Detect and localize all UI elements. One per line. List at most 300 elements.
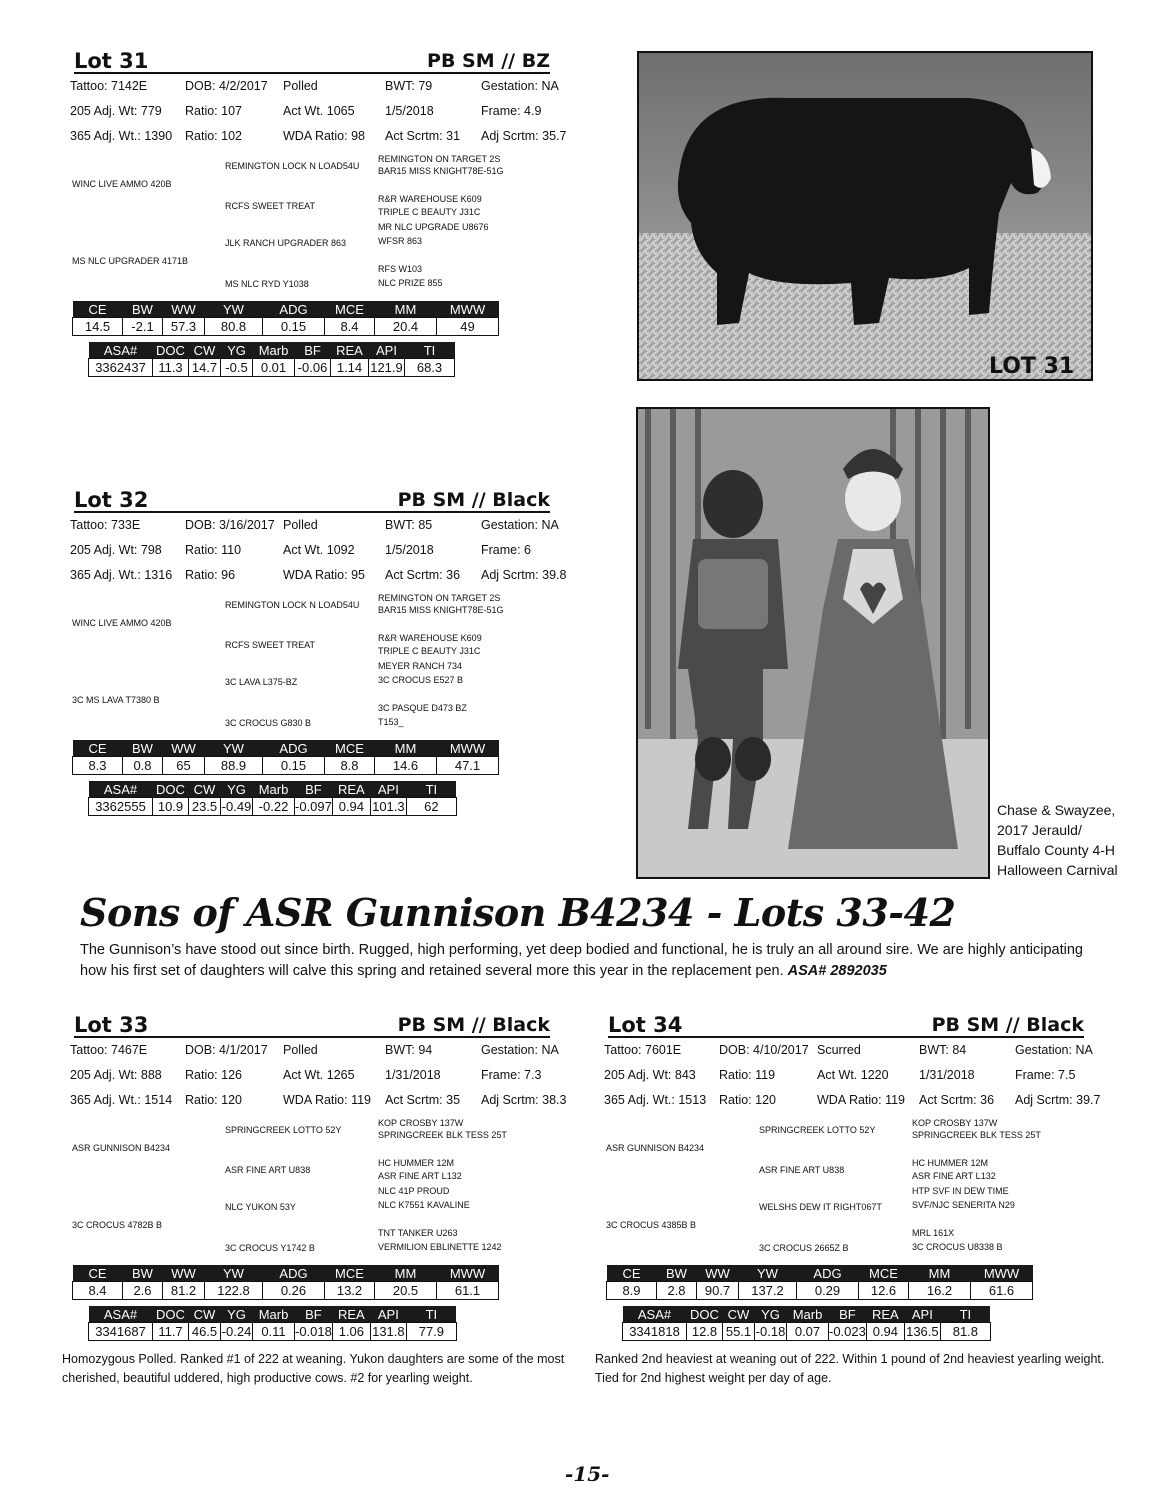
- epd-value: 8.4: [325, 318, 375, 336]
- epd-header: BF: [295, 342, 331, 359]
- epd-value: -2.1: [123, 318, 163, 336]
- stat-value: Ratio: 107: [185, 104, 242, 118]
- epd-header: BF: [295, 781, 333, 798]
- epd-value: 131.8: [372, 1324, 405, 1339]
- section-intro: [80, 940, 1100, 982]
- stat-value: Ratio: 120: [719, 1093, 776, 1107]
- epd-header: BW: [123, 301, 163, 318]
- epd-value: 61.6: [971, 1282, 1033, 1300]
- epd-header: API: [370, 1306, 406, 1323]
- stat-value: WDA Ratio: 98: [283, 129, 365, 143]
- pedigree-grandparent: 3C CROCUS G830 B: [225, 718, 312, 728]
- epd-header: TI: [405, 342, 455, 359]
- caption-line-1: Chase & Swayzee,: [997, 802, 1116, 818]
- epd-value: 20.4: [375, 318, 437, 336]
- epd-header: YW: [739, 1265, 797, 1282]
- epd-value: 13.2: [325, 1282, 375, 1300]
- stat-value: DOB: 3/16/2017: [185, 518, 275, 532]
- pedigree-grandparent: ASR FINE ART U838: [225, 1165, 311, 1175]
- stat-value: Polled: [283, 518, 318, 532]
- lot-34-note: Ranked 2nd heaviest at weaning out of 222. Within 1 pound of 2nd heaviest yearling weight. Tied for 2nd highest weight per day of age.: [595, 1352, 1105, 1385]
- epd-value: 2.8: [657, 1282, 697, 1300]
- epd-table-2: [88, 342, 455, 377]
- epd-header: BF: [295, 1306, 333, 1323]
- epd-table-2: [622, 1306, 991, 1341]
- pedigree: [70, 1113, 570, 1269]
- epd-header: TI: [406, 781, 456, 798]
- epd-header: BF: [829, 1306, 867, 1323]
- stat-value: Act Scrtm: 31: [385, 129, 461, 143]
- stat-value: 205 Adj. Wt: 843: [604, 1068, 696, 1082]
- stat-row: [70, 74, 570, 99]
- stat-value: Gestation: NA: [481, 518, 559, 532]
- epd-value: 0.94: [866, 1323, 904, 1341]
- epd-value: 101.3: [372, 799, 405, 814]
- epd-value: 0.8: [123, 757, 163, 775]
- stat-row: [70, 538, 570, 563]
- pedigree-great-grandparent: 3C CROCUS E527 B: [378, 675, 464, 685]
- epd-header: MWW: [437, 740, 499, 757]
- epd-header: MM: [909, 1265, 971, 1282]
- lot-32-block: [70, 487, 570, 814]
- stat-row: [70, 124, 570, 149]
- epd-value: 8.9: [607, 1282, 657, 1300]
- epd-value: -0.49: [221, 799, 252, 814]
- pedigree-great-grandparent: SPRINGCREEK BLK TESS 25T: [912, 1130, 1041, 1140]
- stat-value: Act Wt. 1092: [283, 543, 355, 557]
- epd-value: 0.11: [253, 1323, 295, 1341]
- epd-value: -0.023: [829, 1324, 866, 1339]
- epd-value: 46.5: [189, 1323, 221, 1341]
- pedigree-great-grandparent: R&R WAREHOUSE K609: [378, 194, 482, 204]
- epd-table-1: [72, 1265, 499, 1300]
- stat-value: DOB: 4/1/2017: [185, 1043, 268, 1057]
- stat-value: Frame: 6: [481, 543, 532, 557]
- pedigree-great-grandparent: BAR15 MISS KNIGHT78E-51G: [378, 166, 504, 176]
- stat-value: Adj Scrtm: 39.8: [481, 568, 567, 582]
- epd-header: DOC: [153, 342, 189, 359]
- epd-value: 20.5: [375, 1282, 437, 1300]
- epd-header: ASA#: [623, 1306, 687, 1323]
- stat-value: Ratio: 126: [185, 1068, 242, 1082]
- epd-value: 8.4: [73, 1282, 123, 1300]
- stat-value: 1/31/2018: [385, 1068, 441, 1082]
- epd-header: Marb: [253, 1306, 295, 1323]
- epd-value: 3362555: [89, 798, 153, 816]
- stat-value: BWT: 84: [919, 1043, 967, 1057]
- epd-header: MCE: [325, 301, 375, 318]
- epd-header: WW: [163, 301, 205, 318]
- epd-header: CE: [73, 301, 123, 318]
- epd-header: CE: [73, 740, 123, 757]
- epd-header: BW: [657, 1265, 697, 1282]
- pedigree-great-grandparent: KOP CROSBY 137W: [912, 1118, 998, 1128]
- pedigree-grandparent: MS NLC RYD Y1038: [225, 279, 309, 289]
- epd-header: DOC: [153, 781, 189, 798]
- epd-value: 49: [437, 318, 499, 336]
- pedigree-great-grandparent: R&R WAREHOUSE K609: [378, 633, 482, 643]
- stat-value: Act Scrtm: 36: [919, 1093, 995, 1107]
- epd-header: WW: [697, 1265, 739, 1282]
- stat-row: [604, 1038, 1104, 1063]
- pedigree-grandparent: SPRINGCREEK LOTTO 52Y: [225, 1125, 342, 1135]
- stat-value: Ratio: 102: [185, 129, 242, 143]
- stat-value: Adj Scrtm: 35.7: [481, 129, 567, 143]
- pedigree-dam: 3C CROCUS 4385B B: [606, 1220, 697, 1230]
- epd-header: MM: [375, 740, 437, 757]
- epd-header: CW: [723, 1306, 755, 1323]
- epd-header: MCE: [325, 740, 375, 757]
- pedigree-sire: ASR GUNNISON B4234: [72, 1143, 171, 1153]
- pedigree-great-grandparent: BAR15 MISS KNIGHT78E-51G: [378, 605, 504, 615]
- stat-row: [604, 1063, 1104, 1088]
- epd-value: 8.3: [73, 757, 123, 775]
- epd-value: 61.1: [437, 1282, 499, 1300]
- epd-value: 55.1: [723, 1323, 755, 1341]
- pedigree-grandparent: RCFS SWEET TREAT: [225, 201, 316, 211]
- pedigree-great-grandparent: MEYER RANCH 734: [378, 661, 463, 671]
- epd-value: 81.8: [940, 1323, 990, 1341]
- bull-photo: [637, 51, 1093, 381]
- pedigree-great-grandparent: T153_: [378, 717, 404, 727]
- epd-value: 0.29: [797, 1282, 859, 1300]
- epd-header: CE: [607, 1265, 657, 1282]
- pedigree-great-grandparent: HC HUMMER 12M: [378, 1158, 455, 1168]
- epd-value: 47.1: [437, 757, 499, 775]
- epd-header: YG: [755, 1306, 787, 1323]
- stat-value: Ratio: 96: [185, 568, 236, 582]
- epd-value: 136.5: [906, 1324, 939, 1339]
- pedigree: [70, 588, 570, 744]
- stat-value: Frame: 4.9: [481, 104, 542, 118]
- stat-row: [70, 99, 570, 124]
- epd-header: YW: [205, 301, 263, 318]
- epd-table-1: [72, 301, 499, 336]
- girl-head: [845, 467, 901, 531]
- pedigree-sire: WINC LIVE AMMO 420B: [72, 179, 172, 189]
- bull-image: [639, 53, 1091, 379]
- epd-header: REA: [332, 1306, 370, 1323]
- epd-header: MWW: [437, 301, 499, 318]
- epd-header: MCE: [859, 1265, 909, 1282]
- pedigree-great-grandparent: REMINGTON ON TARGET 2S: [378, 593, 501, 603]
- pedigree-great-grandparent: ASR FINE ART L132: [912, 1171, 996, 1181]
- caption-line-3: Buffalo County 4-H: [997, 842, 1116, 858]
- pedigree-great-grandparent: 3C CROCUS U8338 B: [912, 1242, 1003, 1252]
- pedigree-grandparent: REMINGTON LOCK N LOAD54U: [225, 600, 360, 610]
- pedigree: [604, 1113, 1104, 1269]
- epd-value: 0.94: [332, 798, 370, 816]
- stat-value: Frame: 7.5: [1015, 1068, 1076, 1082]
- pedigree-grandparent: REMINGTON LOCK N LOAD54U: [225, 161, 360, 171]
- pedigree-grandparent: JLK RANCH UPGRADER 863: [225, 238, 347, 248]
- stat-row: [70, 1038, 570, 1063]
- pedigree-great-grandparent: SVF/NJC SENERITA N29: [912, 1200, 1015, 1210]
- stat-row: [70, 1088, 570, 1113]
- stat-value: Act Wt. 1065: [283, 104, 355, 118]
- pedigree-grandparent: RCFS SWEET TREAT: [225, 640, 316, 650]
- epd-header: API: [369, 342, 405, 359]
- pedigree: [70, 149, 570, 305]
- stat-value: 1/31/2018: [919, 1068, 975, 1082]
- epd-value: -0.24: [221, 1324, 252, 1339]
- epd-header: YG: [221, 342, 253, 359]
- stat-value: 365 Adj. Wt.: 1390: [70, 129, 173, 143]
- epd-header: REA: [331, 342, 369, 359]
- pedigree-great-grandparent: SPRINGCREEK BLK TESS 25T: [378, 1130, 507, 1140]
- epd-value: 57.3: [163, 318, 205, 336]
- lot-31-block: [70, 48, 570, 375]
- stat-value: WDA Ratio: 95: [283, 568, 365, 582]
- epd-header: TI: [406, 1306, 456, 1323]
- pedigree-dam: 3C CROCUS 4782B B: [72, 1220, 163, 1230]
- epd-value: 122.8: [205, 1282, 263, 1300]
- lot-header: [608, 1012, 1084, 1038]
- stat-value: BWT: 94: [385, 1043, 433, 1057]
- epd-header: API: [904, 1306, 940, 1323]
- epd-table-1: [606, 1265, 1033, 1300]
- stat-value: Scurred: [817, 1043, 861, 1057]
- epd-header: Marb: [787, 1306, 829, 1323]
- caption-line-4: Halloween Carnival: [997, 862, 1118, 878]
- stat-row: [70, 513, 570, 538]
- epd-value: 14.7: [189, 359, 221, 377]
- epd-value: 14.5: [73, 318, 123, 336]
- epd-value: 62: [406, 798, 456, 816]
- stat-row: [70, 1063, 570, 1088]
- lot-34-block: [604, 1012, 1104, 1339]
- stat-value: Gestation: NA: [1015, 1043, 1093, 1057]
- stat-value: 365 Adj. Wt.: 1514: [70, 1093, 173, 1107]
- pedigree-great-grandparent: VERMILION EBLINETTE 1242: [378, 1242, 502, 1252]
- pedigree-great-grandparent: WFSR 863: [378, 236, 423, 246]
- pedigree-great-grandparent: KOP CROSBY 137W: [378, 1118, 464, 1128]
- epd-value: 11.7: [153, 1323, 189, 1341]
- epd-header: ADG: [263, 740, 325, 757]
- lot-title: Lot 33: [74, 1013, 149, 1037]
- epd-header: ADG: [263, 1265, 325, 1282]
- stat-value: Tattoo: 733E: [70, 518, 141, 532]
- pedigree-great-grandparent: TRIPLE C BEAUTY J31C: [378, 646, 481, 656]
- epd-value: 8.8: [325, 757, 375, 775]
- epd-header: REA: [866, 1306, 904, 1323]
- epd-value: 1.06: [332, 1323, 370, 1341]
- stat-value: Polled: [283, 1043, 318, 1057]
- epd-header: API: [370, 781, 406, 798]
- lot-header: [74, 48, 550, 74]
- lot-title: Lot 34: [608, 1013, 683, 1037]
- epd-value: 65: [163, 757, 205, 775]
- page-number: -15-: [565, 1462, 610, 1486]
- pedigree-great-grandparent: TRIPLE C BEAUTY J31C: [378, 207, 481, 217]
- stat-value: 205 Adj. Wt: 798: [70, 543, 162, 557]
- pedigree-grandparent: NLC YUKON 53Y: [225, 1202, 296, 1212]
- lot-breed: PB SM // Black: [931, 1014, 1084, 1036]
- stat-value: Gestation: NA: [481, 79, 559, 93]
- stat-value: BWT: 79: [385, 79, 433, 93]
- stat-value: Gestation: NA: [481, 1043, 559, 1057]
- epd-value: -0.18: [755, 1324, 786, 1339]
- stat-value: 205 Adj. Wt: 779: [70, 104, 162, 118]
- stat-value: Ratio: 120: [185, 1093, 242, 1107]
- stat-value: 365 Adj. Wt.: 1316: [70, 568, 173, 582]
- stat-value: Act Wt. 1265: [283, 1068, 355, 1082]
- kids-photo: [636, 407, 990, 879]
- epd-value: 0.07: [787, 1323, 829, 1341]
- epd-value: 1.14: [331, 359, 369, 377]
- stat-value: Polled: [283, 79, 318, 93]
- stat-value: Ratio: 110: [185, 543, 242, 557]
- epd-header: WW: [163, 740, 205, 757]
- epd-header: REA: [332, 781, 370, 798]
- stat-value: 365 Adj. Wt.: 1513: [604, 1093, 707, 1107]
- epd-header: CW: [189, 1306, 221, 1323]
- epd-header: YW: [205, 740, 263, 757]
- epd-value: 0.01: [253, 359, 295, 377]
- epd-header: MWW: [971, 1265, 1033, 1282]
- lot-title: Lot 32: [74, 488, 149, 512]
- stat-value: Adj Scrtm: 39.7: [1015, 1093, 1101, 1107]
- lot-33-block: [70, 1012, 570, 1339]
- pedigree-grandparent: 3C LAVA L375-BZ: [225, 677, 298, 687]
- intro-text: The Gunnison’s have stood out since birth. Rugged, high performing, yet deep bodied and functional, he is truly an all around sire. We are highly anticipating how his first set of daughters will calve this spring and retained several more this year in the replacement pen.: [80, 942, 1083, 979]
- lot-breed: PB SM // Black: [397, 489, 550, 511]
- lot-header: [74, 1012, 550, 1038]
- bull-silhouette: [678, 98, 1044, 325]
- epd-value: 0.26: [263, 1282, 325, 1300]
- epd-value: 0.15: [263, 318, 325, 336]
- epd-value: 137.2: [739, 1282, 797, 1300]
- kids-image: [638, 409, 988, 877]
- stat-value: Frame: 7.3: [481, 1068, 542, 1082]
- epd-table-2: [88, 781, 457, 816]
- pedigree-great-grandparent: MRL 161X: [912, 1228, 955, 1238]
- epd-value: -0.018: [295, 1324, 332, 1339]
- caption-line-2: 2017 Jerauld/: [997, 822, 1082, 838]
- epd-value: 12.6: [859, 1282, 909, 1300]
- epd-header: ASA#: [89, 781, 153, 798]
- epd-header: CW: [189, 781, 221, 798]
- pedigree-great-grandparent: ASR FINE ART L132: [378, 1171, 462, 1181]
- stat-row: [70, 563, 570, 588]
- pedigree-great-grandparent: HTP SVF IN DEW TIME: [912, 1186, 1009, 1196]
- epd-value: 11.3: [153, 359, 189, 377]
- epd-value: 3341687: [89, 1323, 153, 1341]
- stat-value: Ratio: 119: [719, 1068, 776, 1082]
- epd-header: YG: [221, 781, 253, 798]
- pedigree-grandparent: ASR FINE ART U838: [759, 1165, 845, 1175]
- epd-value: 121.9: [370, 360, 403, 375]
- epd-header: ASA#: [89, 1306, 153, 1323]
- pedigree-great-grandparent: TNT TANKER U263: [378, 1228, 458, 1238]
- epd-value: 3341818: [623, 1323, 687, 1341]
- epd-value: 0.15: [263, 757, 325, 775]
- epd-header: ADG: [797, 1265, 859, 1282]
- intro-asa-number: ASA# 2892035: [787, 963, 887, 979]
- epd-value: 16.2: [909, 1282, 971, 1300]
- epd-value: 90.7: [697, 1282, 739, 1300]
- pedigree-great-grandparent: MR NLC UPGRADE U8676: [378, 222, 489, 232]
- pedigree-great-grandparent: NLC PRIZE 855: [378, 278, 443, 288]
- epd-value: 10.9: [153, 798, 189, 816]
- section-title: Sons of ASR Gunnison B4234 - Lots 33-42: [80, 890, 956, 935]
- lot-breed: PB SM // BZ: [427, 50, 550, 72]
- stat-value: Act Scrtm: 35: [385, 1093, 461, 1107]
- pedigree-grandparent: 3C CROCUS 2665Z B: [759, 1243, 849, 1253]
- epd-value: -0.5: [221, 359, 253, 377]
- stat-value: DOB: 4/10/2017: [719, 1043, 809, 1057]
- pedigree-great-grandparent: NLC 41P PROUD: [378, 1186, 450, 1196]
- pedigree-great-grandparent: 3C PASQUE D473 BZ: [378, 703, 467, 713]
- epd-value: -0.097: [295, 799, 332, 814]
- stat-value: BWT: 85: [385, 518, 433, 532]
- photo-caption: [997, 800, 1118, 880]
- epd-header: ADG: [263, 301, 325, 318]
- epd-value: 23.5: [189, 798, 221, 816]
- epd-value: -0.06: [295, 359, 331, 377]
- lot-breed: PB SM // Black: [397, 1014, 550, 1036]
- epd-header: WW: [163, 1265, 205, 1282]
- pedigree-great-grandparent: NLC K7551 KAVALINE: [378, 1200, 470, 1210]
- pedigree-great-grandparent: RFS W103: [378, 264, 423, 274]
- stat-value: 1/5/2018: [385, 104, 434, 118]
- pedigree-dam: MS NLC UPGRADER 4171B: [72, 256, 189, 266]
- epd-value: 2.6: [123, 1282, 163, 1300]
- epd-value: 77.9: [406, 1323, 456, 1341]
- stat-value: Adj Scrtm: 38.3: [481, 1093, 567, 1107]
- epd-header: MCE: [325, 1265, 375, 1282]
- stat-value: WDA Ratio: 119: [283, 1093, 372, 1107]
- stat-value: 205 Adj. Wt: 888: [70, 1068, 162, 1082]
- epd-header: MM: [375, 301, 437, 318]
- pedigree-grandparent: SPRINGCREEK LOTTO 52Y: [759, 1125, 876, 1135]
- pedigree-great-grandparent: HC HUMMER 12M: [912, 1158, 989, 1168]
- pedigree-dam: 3C MS LAVA T7380 B: [72, 695, 160, 705]
- epd-header: BW: [123, 740, 163, 757]
- epd-table-1: [72, 740, 499, 775]
- epd-header: DOC: [687, 1306, 723, 1323]
- epd-value: 3362437: [89, 359, 153, 377]
- epd-value: -0.22: [253, 798, 295, 816]
- stat-value: WDA Ratio: 119: [817, 1093, 906, 1107]
- epd-header: Marb: [253, 342, 295, 359]
- lot-header: [74, 487, 550, 513]
- pedigree-grandparent: 3C CROCUS Y1742 B: [225, 1243, 315, 1253]
- epd-value: 88.9: [205, 757, 263, 775]
- pedigree-great-grandparent: REMINGTON ON TARGET 2S: [378, 154, 501, 164]
- epd-value: 81.2: [163, 1282, 205, 1300]
- pedigree-sire: ASR GUNNISON B4234: [606, 1143, 705, 1153]
- boy-head: [703, 470, 763, 538]
- stat-value: Tattoo: 7467E: [70, 1043, 148, 1057]
- stat-value: Act Wt. 1220: [817, 1068, 889, 1082]
- epd-header: CE: [73, 1265, 123, 1282]
- pedigree-grandparent: WELSHS DEW IT RIGHT067T: [759, 1202, 882, 1212]
- stat-value: 1/5/2018: [385, 543, 434, 557]
- stat-value: Tattoo: 7601E: [604, 1043, 682, 1057]
- epd-header: YG: [221, 1306, 253, 1323]
- lot-31-photo-label: LOT 31: [989, 354, 1075, 379]
- epd-header: BW: [123, 1265, 163, 1282]
- lot-33-note: Homozygous Polled. Ranked #1 of 222 at weaning. Yukon daughters are some of the most cherished, beautiful uddered, high productive cows. #2 for yearling weight.: [62, 1352, 565, 1385]
- stat-row: [604, 1088, 1104, 1113]
- epd-table-2: [88, 1306, 457, 1341]
- epd-header: TI: [940, 1306, 990, 1323]
- epd-header: YW: [205, 1265, 263, 1282]
- epd-header: DOC: [153, 1306, 189, 1323]
- stat-value: Act Scrtm: 36: [385, 568, 461, 582]
- stat-value: Tattoo: 7142E: [70, 79, 148, 93]
